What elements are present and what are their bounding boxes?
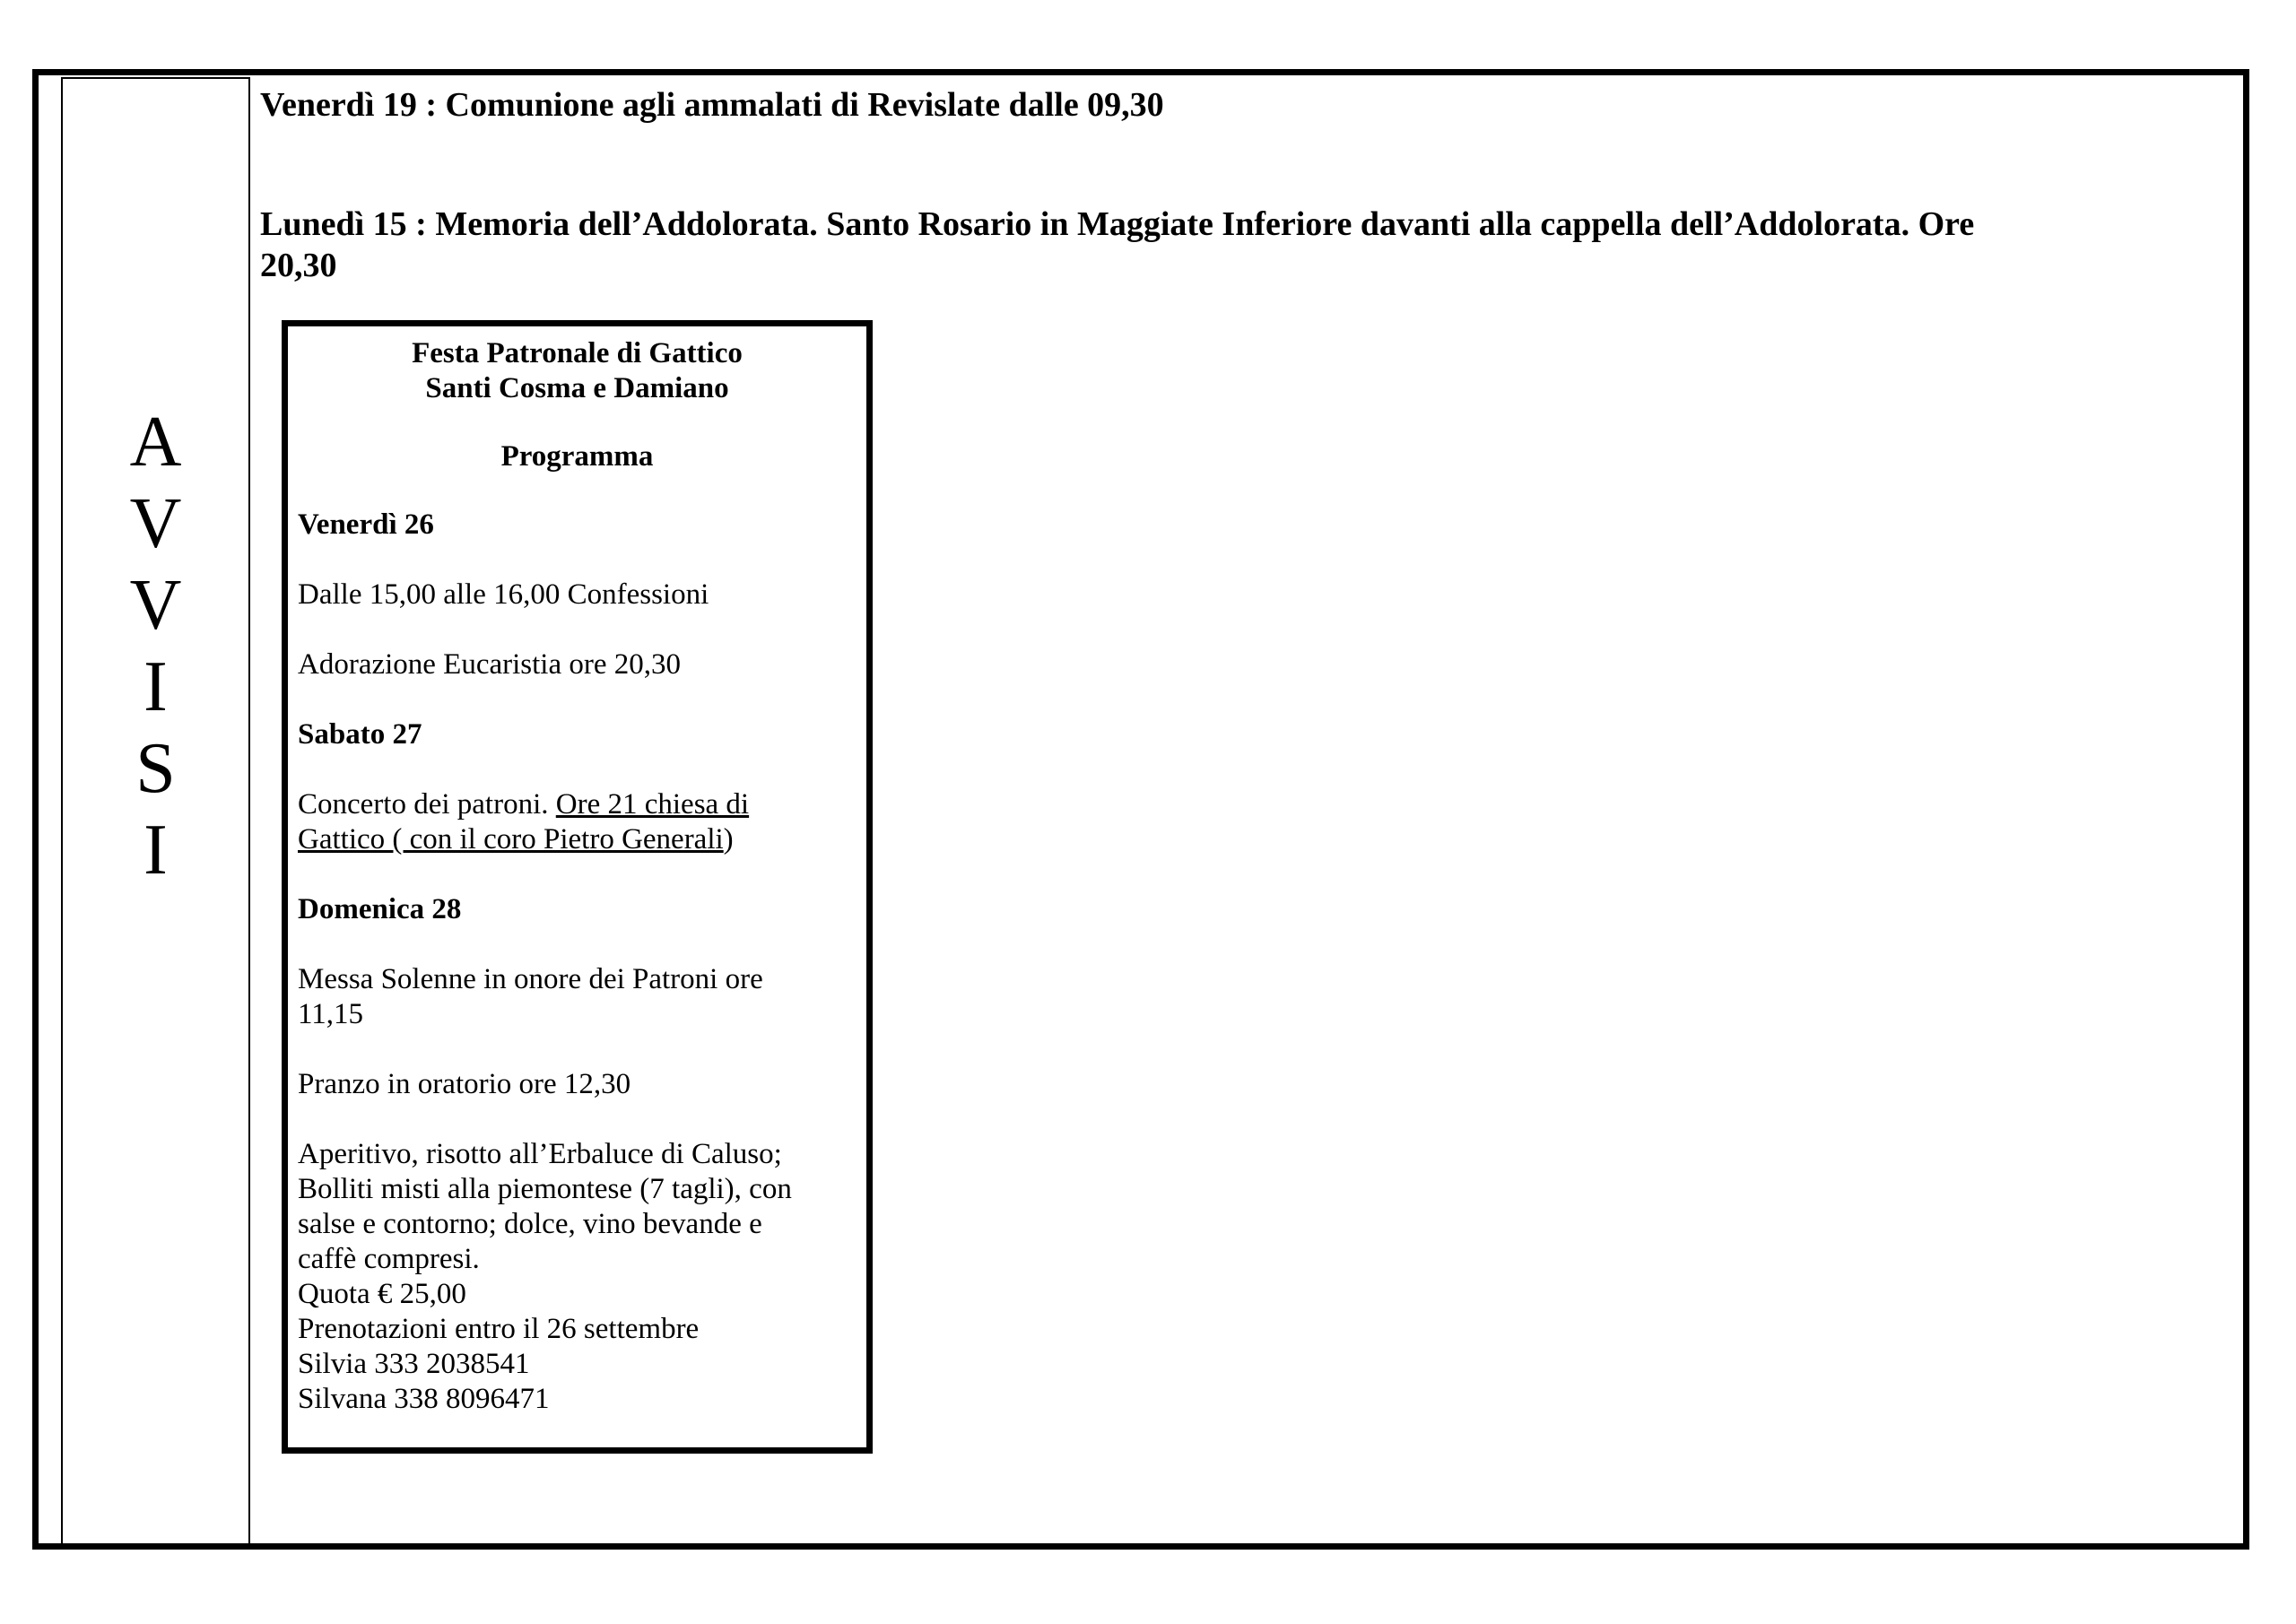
side-column-right-rule — [248, 77, 250, 1544]
saturday-concert-place: Ore 21 chiesa di — [555, 788, 750, 821]
saturday-concert-line1 — [298, 787, 863, 822]
saturday-concert-text: Concerto dei patroni. — [298, 788, 556, 821]
sunday-mass-line1: Messa Solenne in onore dei Patroni ore — [298, 963, 763, 995]
booking-deadline: Prenotazioni entro il 26 settembre — [298, 1313, 700, 1345]
friday-adoration: Adorazione Eucaristia ore 20,30 — [298, 648, 682, 681]
side-letter: V — [129, 484, 182, 563]
sunday-heading: Domenica 28 — [298, 893, 462, 925]
notice-monday-15 — [260, 204, 2233, 286]
friday-heading: Venerdì 26 — [298, 508, 434, 541]
avvisi-vertical-label — [63, 402, 248, 891]
program-heading: Programma — [500, 440, 654, 473]
side-letter: S — [135, 729, 176, 808]
contact-silvia: Silvia 333 2038541 — [298, 1348, 530, 1380]
contact-silvana: Silvana 338 8096471 — [298, 1383, 550, 1415]
saturday-concert-line2 — [298, 822, 863, 857]
side-letter: I — [144, 811, 168, 890]
menu-line3: salse e contorno; dolce, vino bevande e — [298, 1208, 762, 1240]
saturday-concert-close: ) — [723, 823, 734, 855]
friday-confessions: Dalle 15,00 alle 16,00 Confessioni — [298, 578, 709, 611]
menu-line1: Aperitivo, risotto all’Erbaluce di Caluso; — [298, 1138, 782, 1170]
side-letter: I — [144, 647, 168, 726]
price: Quota € 25,00 — [298, 1278, 466, 1310]
program-title-line2: Santi Cosma e Damiano — [425, 372, 729, 404]
saturday-concert-choir: Gattico ( con il coro Pietro Generali — [298, 823, 724, 855]
saturday-heading: Sabato 27 — [298, 718, 422, 751]
notice-monday-15-line2: 20,30 — [260, 247, 337, 284]
notice-monday-15-line1: Lunedì 15 : Memoria dell’Addolorata. Santo Rosario in Maggiate Inferiore davanti alla cappella dell’Addolorata. Ore — [260, 205, 1975, 243]
menu-line2: Bolliti misti alla piemontese (7 tagli), con — [298, 1173, 792, 1205]
program-title-line1: Festa Patronale di Gattico — [412, 337, 743, 369]
sunday-lunch: Pranzo in oratorio ore 12,30 — [298, 1068, 631, 1100]
side-column-top-rule — [61, 77, 250, 79]
side-letter: A — [129, 403, 182, 482]
notice-friday-19: Venerdì 19 : Comunione agli ammalati di Revislate dalle 09,30 — [260, 86, 1164, 124]
side-letter: V — [129, 566, 182, 645]
sunday-mass-line2: 11,15 — [298, 998, 364, 1030]
menu-line4: caffè compresi. — [298, 1243, 480, 1275]
